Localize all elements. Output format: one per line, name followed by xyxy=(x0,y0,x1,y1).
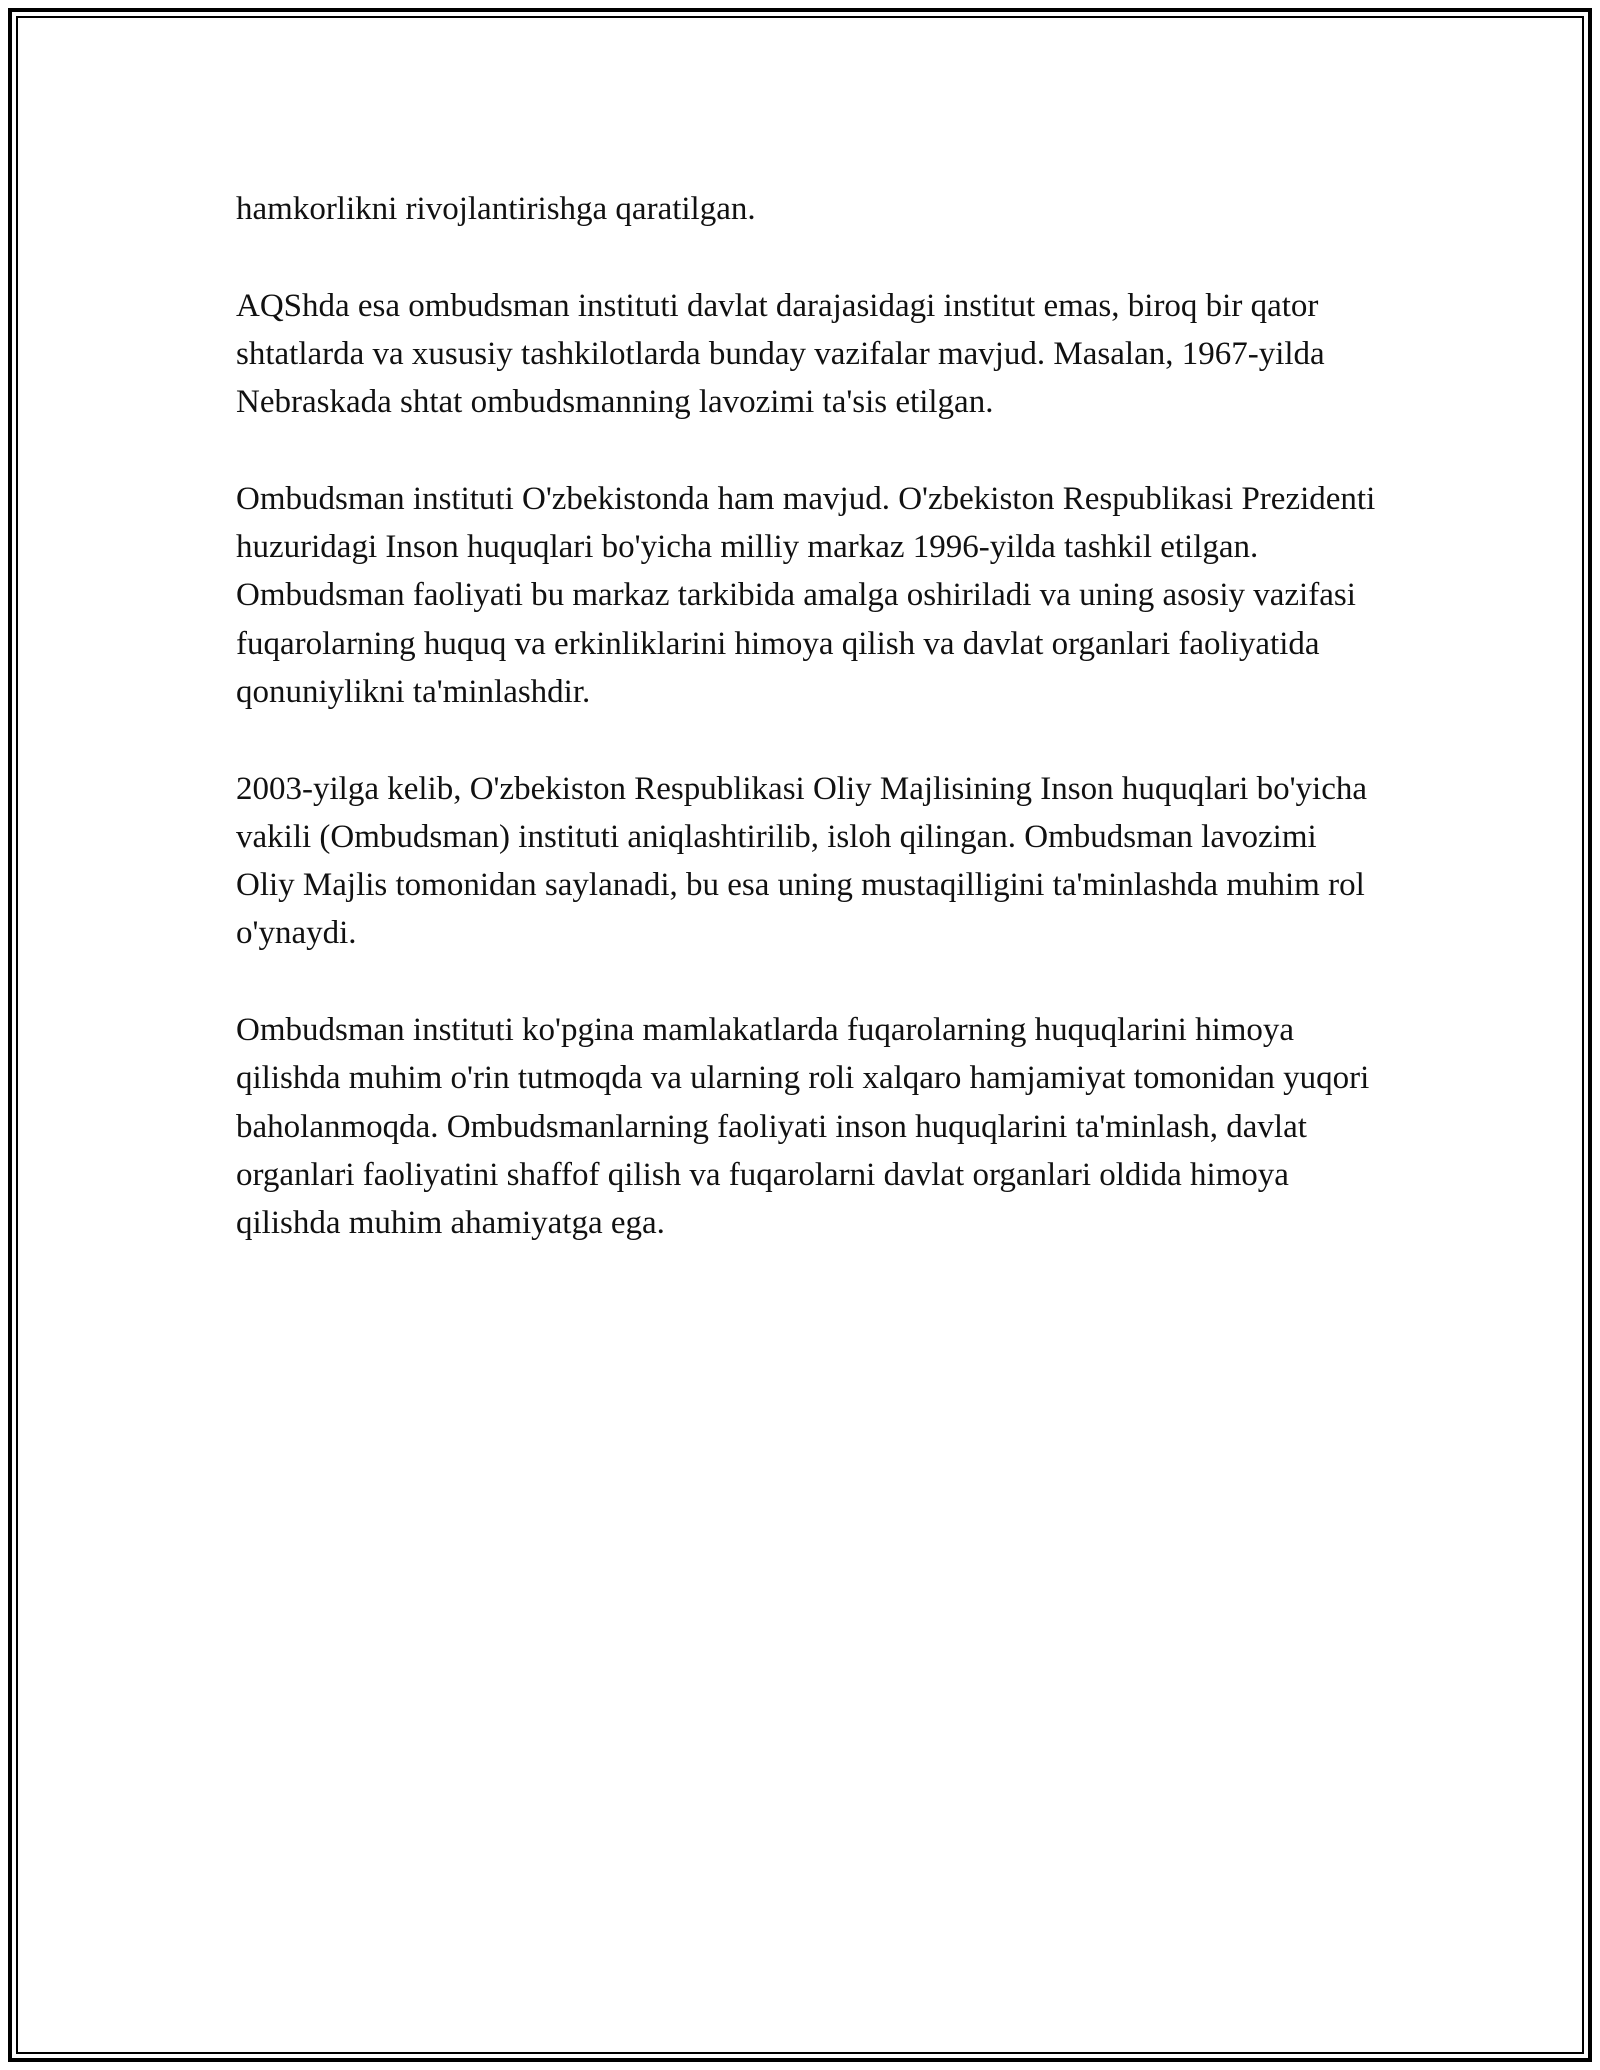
paragraph: AQShda esa ombudsman instituti davlat darajasidagi institut emas, biroq bir qator shtatlarda va xususiy tashkilotlarda bunday vazifalar mavjud. Masalan, 1967-yilda Nebraskada shtat ombudsmanning lavozimi ta'sis etilgan. xyxy=(236,287,1325,421)
paragraph: Ombudsman instituti ko'pgina mamlakatlarda fuqarolarning huquqlarini himoya qilishda muhim o'rin tutmoqda va ularning roli xalqaro hamjamiyat tomonidan yuqori baholanmoqda. Ombudsmanlarning faoliyati inson huquqlarini ta'minlash, davlat organlari faoliyatini shaffof qilish va fuqarolarni davlat organlari oldida himoya qilishda muhim ahamiyatga ega. xyxy=(236,1012,1370,1242)
paragraph: Ombudsman instituti O'zbekistonda ham mavjud. O'zbekiston Respublikasi Prezidenti huzuridagi Inson huquqlari bo'yicha milliy markaz 1996-yilda tashkil etilgan. Ombudsman faoliyati bu markaz tarkibida amalga oshiriladi va uning asosiy vazifasi fuqarolarning huquq va erkinliklarini himoya qilish va davlat organlari faoliyatida qonuniylikni ta'minlashdir. xyxy=(236,480,1376,710)
paragraph: 2003-yilga kelib, O'zbekiston Respublikasi Oliy Majlisining Inson huquqlari bo'yicha vakili (Ombudsman) instituti aniqlashtirilib, isloh qilingan. Ombudsman lavozimi Oliy Majlis tomonidan saylanadi, bu esa uning mustaqilligini ta'minlashda muhim rol o'ynaydi. xyxy=(236,770,1368,952)
paragraph: hamkorlikni rivojlantirishga qaratilgan. xyxy=(236,191,756,227)
document-body xyxy=(236,185,1376,1296)
